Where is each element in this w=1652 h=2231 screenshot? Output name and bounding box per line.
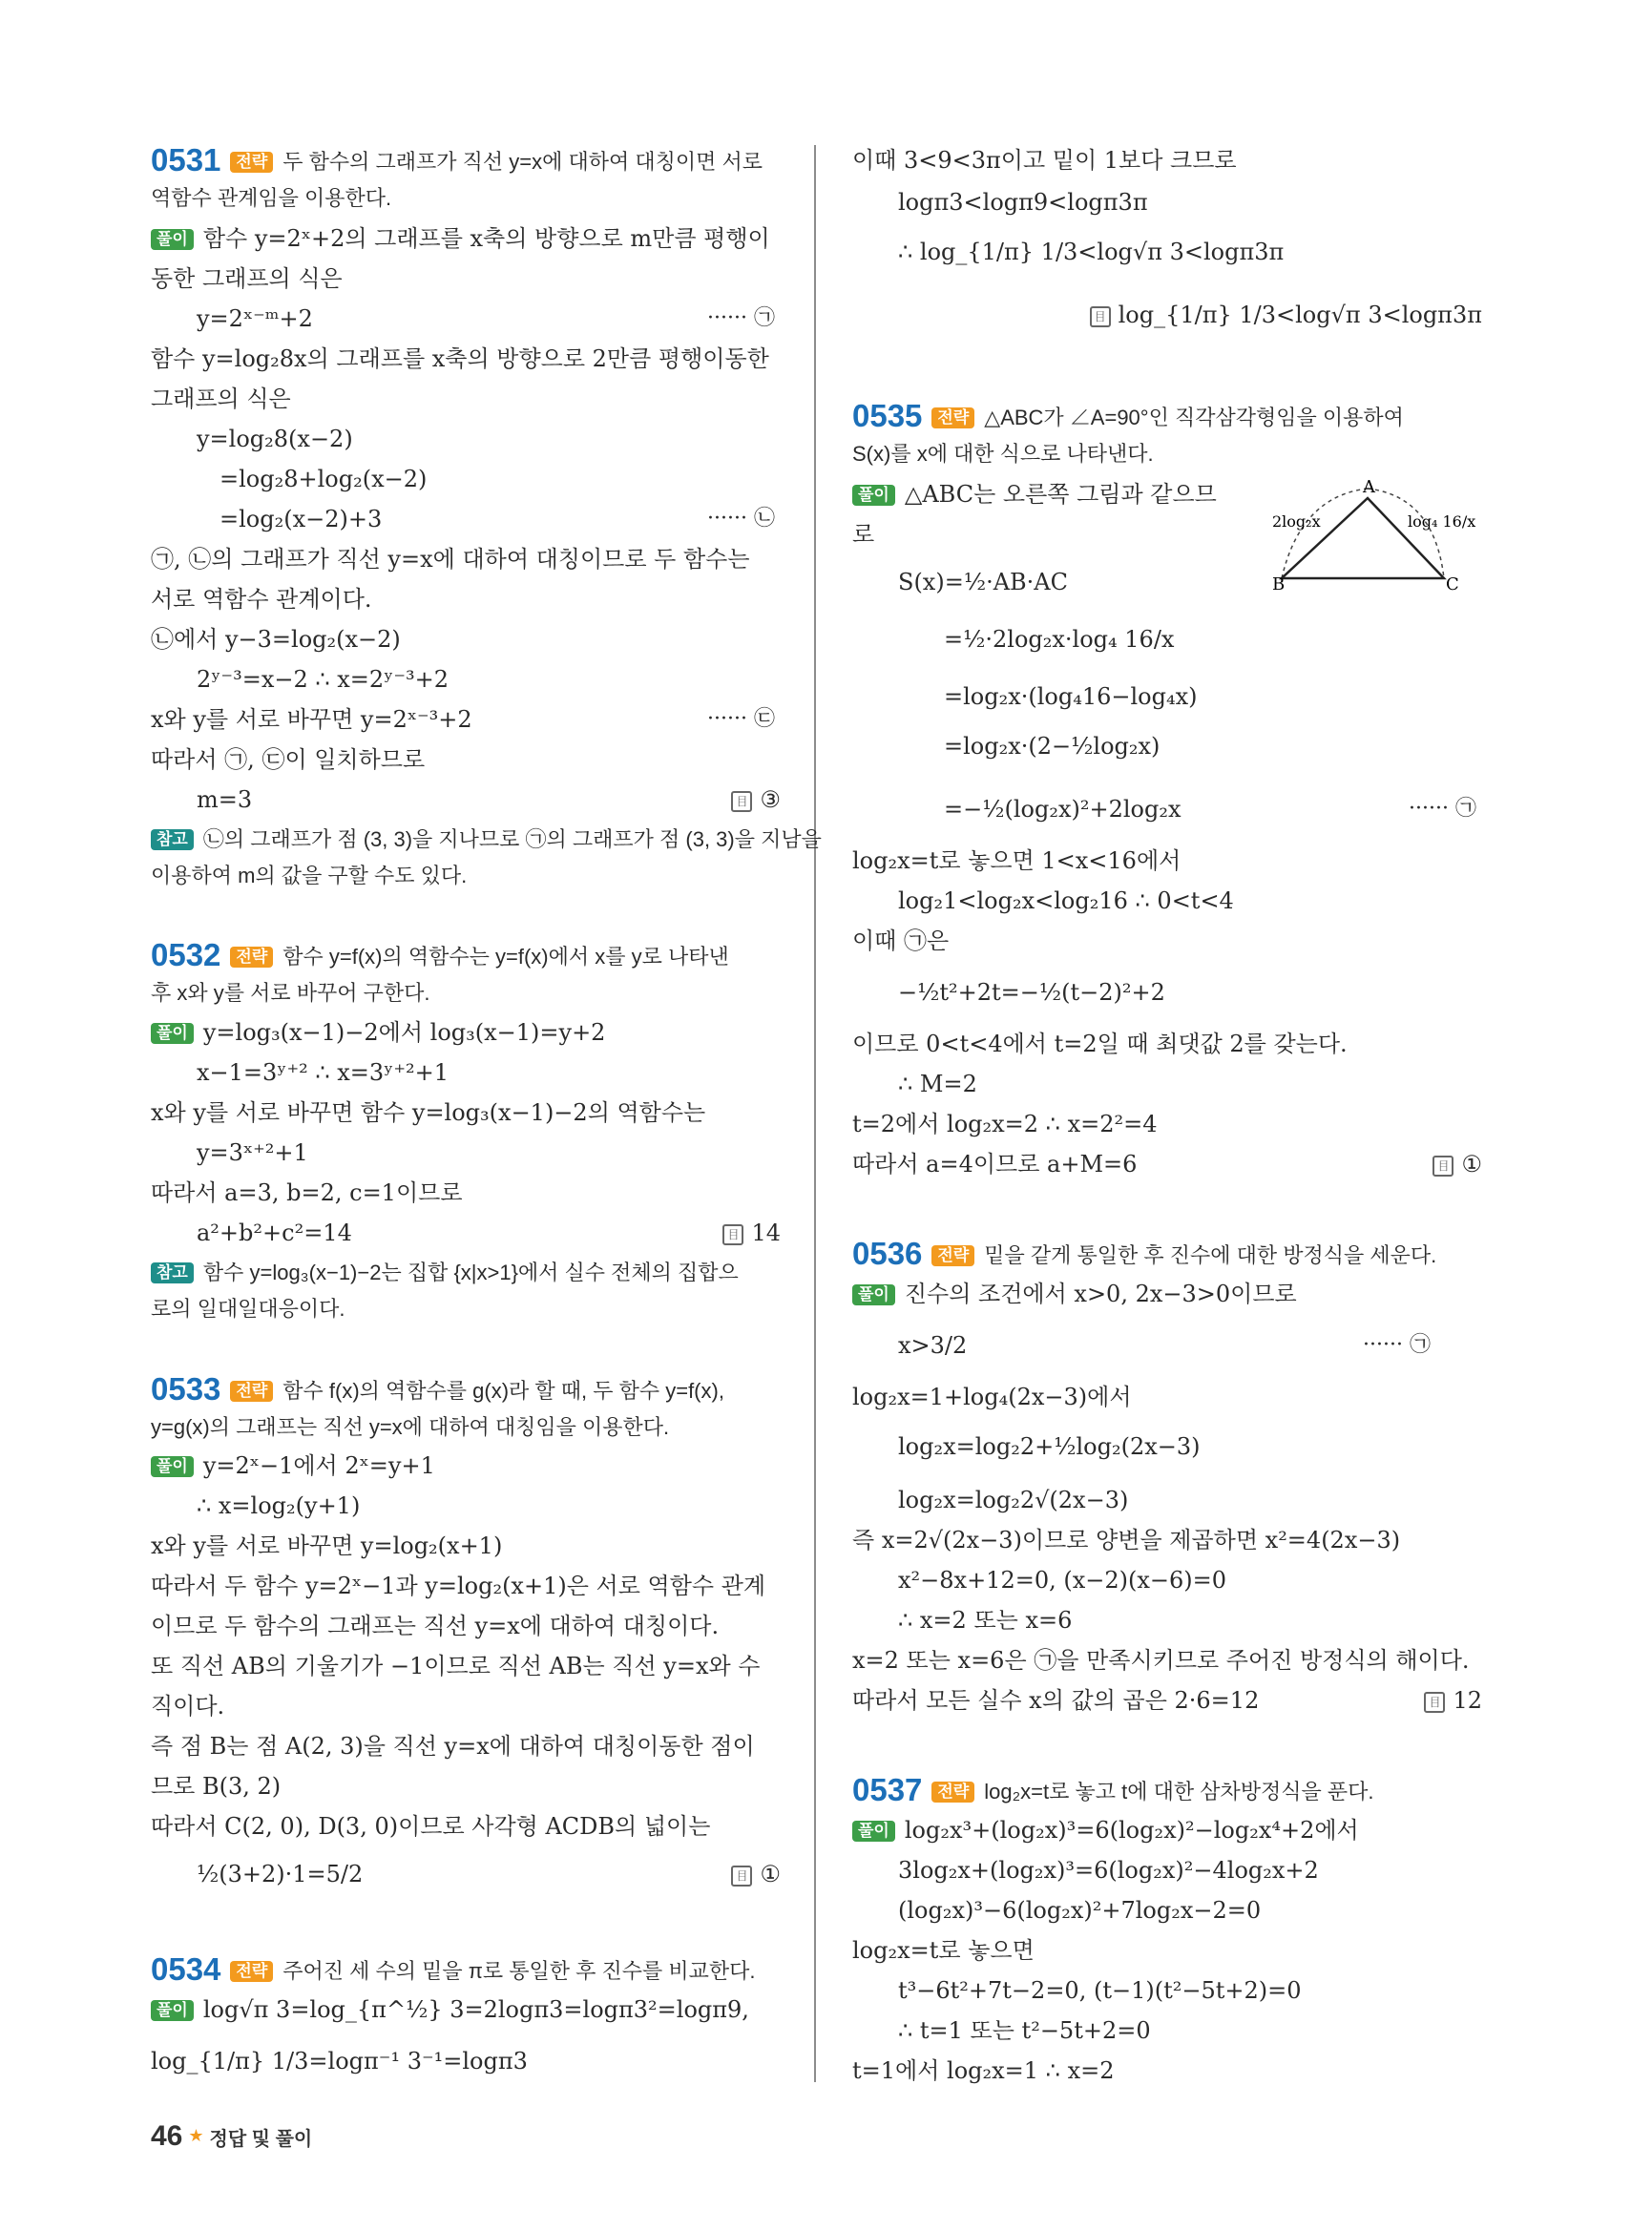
note-text: ㉡의 그래프가 점 (3, 3)을 지나므로 ㉠의 그래프가 점 (3, 3)을 지남을 xyxy=(202,827,822,851)
solution-text: △ABC는 오른쪽 그림과 같으므 xyxy=(904,481,1217,508)
solution-text: 함수 y=2ˣ+2의 그래프를 x축의 방향으로 m만큼 평행이 xyxy=(202,225,770,252)
solution-line xyxy=(852,1279,1297,1309)
solution-line: t=2에서 log₂x=2 ∴ x=2²=4 xyxy=(852,1111,1158,1137)
solution-text: log√π 3=log_{π^½} 3=2logπ3=logπ3²=logπ9, xyxy=(202,1996,749,2023)
problem-number: 0531 xyxy=(151,142,221,177)
answer xyxy=(731,784,781,815)
solution-line: 므로 B(3, 2) xyxy=(151,1773,282,1800)
solution-line: ㉠, ㉡의 그래프가 직선 y=x에 대하여 대칭이므로 두 함수는 xyxy=(151,546,750,573)
strategy-text: log₂x=t로 놓고 t에 대한 삼차방정식을 푼다. xyxy=(984,1780,1374,1804)
solution-line: 이때 3<9<3π이고 밑이 1보다 크므로 xyxy=(852,147,1237,174)
strategy-text: 밑을 같게 통일한 후 진수에 대한 방정식을 세운다. xyxy=(984,1243,1437,1267)
equation: log₂x=log₂2√(2x−3) xyxy=(898,1487,1129,1513)
solution-line: 따라서 C(2, 0), D(3, 0)이므로 사각형 ACDB의 넓이는 xyxy=(151,1813,711,1840)
solution-line xyxy=(852,1149,1482,1179)
equation: x−1=3ʸ⁺² ∴ x=3ʸ⁺²+1 xyxy=(197,1059,450,1086)
equation: 2ʸ⁻³=x−2 ∴ x=2ʸ⁻³+2 xyxy=(197,666,450,693)
side-ac-label: log₄ 16/x xyxy=(1408,512,1476,531)
solution-line xyxy=(151,1218,781,1248)
solution-text: y=2ˣ−1에서 2ˣ=y+1 xyxy=(202,1452,435,1479)
equation: t³−6t²+7t−2=0, (t−1)(t²−5t+2)=0 xyxy=(898,1977,1302,2004)
solution-line xyxy=(151,303,781,334)
strategy-text: △ABC가 ∠A=90°인 직각삼각형임을 이용하여 xyxy=(984,406,1404,429)
solution-line: 함수 y=log₂8x의 그래프를 x축의 방향으로 2만큼 평행이동한 xyxy=(151,345,769,372)
solution-line: log₂x=t로 놓으면 1<x<16에서 xyxy=(852,847,1181,874)
solution-line: 따라서 두 함수 y=2ˣ−1과 y=log₂(x+1)은 서로 역함수 관계 xyxy=(151,1573,766,1599)
equation: =log₂x·(log₄16−log₄x) xyxy=(944,683,1198,710)
solution-line: 로 xyxy=(852,521,875,548)
equation: log_{1/π} 1/3=logπ⁻¹ 3⁻¹=logπ3 xyxy=(151,2048,528,2075)
strategy-badge: 전략 xyxy=(931,1782,974,1803)
problem-0534-header xyxy=(151,1951,756,1987)
star-icon: ★ xyxy=(188,2126,204,2145)
page-number: 46 xyxy=(151,2120,183,2152)
strategy-text: 함수 y=f(x)의 역함수는 y=f(x)에서 x를 y로 나타낸 xyxy=(282,945,729,969)
equation: ½(3+2)·1=5/2 xyxy=(197,1861,364,1887)
problem-number: 0537 xyxy=(852,1772,923,1807)
problem-0536-header xyxy=(852,1236,1437,1271)
solution-line xyxy=(852,794,1482,824)
problem-number: 0535 xyxy=(852,398,923,433)
solution-line: x와 y를 서로 바꾸면 함수 y=log₃(x−1)−2의 역함수는 xyxy=(151,1099,706,1126)
answer-icon: 目 xyxy=(731,1866,752,1887)
answer xyxy=(1432,1149,1482,1179)
note-badge: 참고 xyxy=(151,829,194,850)
equation-tag: ······ ㉠ xyxy=(707,306,775,330)
equation-tag: ······ ㉠ xyxy=(1409,797,1476,821)
strategy-text: 주어진 세 수의 밑을 π로 통일한 후 진수를 비교한다. xyxy=(282,1959,756,1983)
solution-text: y=log₃(x−1)−2에서 log₃(x−1)=y+2 xyxy=(202,1019,606,1046)
solution-badge: 풀이 xyxy=(151,229,194,250)
side-ab-label: 2log₂x xyxy=(1272,512,1321,531)
answer-icon: 目 xyxy=(722,1224,743,1245)
solution-line: log₂x=t로 놓으면 xyxy=(852,1937,1035,1964)
answer xyxy=(1090,300,1482,330)
solution-line: log₂x=1+log₄(2x−3)에서 xyxy=(852,1384,1132,1410)
answer-value: log_{1/π} 1/3<log√π 3<logπ3π xyxy=(1118,302,1482,328)
solution-line: 따라서 ㉠, ㉢이 일치하므로 xyxy=(151,746,426,773)
note-text: 로의 일대일대응이다. xyxy=(151,1297,345,1321)
equation-tag: ······ ㉡ xyxy=(707,507,775,531)
strategy-text: 역함수 관계임을 이용한다. xyxy=(151,186,392,210)
equation: S(x)=½·AB·AC xyxy=(898,569,1068,595)
solution-line: 이므로 0<t<4에서 t=2일 때 최댓값 2를 갖는다. xyxy=(852,1031,1348,1057)
solution-line: ㉡에서 y−3=log₂(x−2) xyxy=(151,626,401,653)
solution-line: x와 y를 서로 바꾸면 y=log₂(x+1) xyxy=(151,1533,503,1559)
solution-line: 즉 x=2√(2x−3)이므로 양변을 제곱하면 x²=4(2x−3) xyxy=(852,1527,1401,1553)
strategy-text: y=g(x)의 그래프는 직선 y=x에 대하여 대칭임을 이용한다. xyxy=(151,1415,670,1439)
strategy-badge: 전략 xyxy=(931,1245,974,1266)
equation: =log₂8+log₂(x−2) xyxy=(220,466,428,492)
equation: x>3/2 xyxy=(898,1332,968,1359)
equation: 3log₂x+(log₂x)³=6(log₂x)²−4log₂x+2 xyxy=(898,1857,1319,1884)
solution-line: 즉 점 B는 점 A(2, 3)을 직선 y=x에 대하여 대칭이동한 점이 xyxy=(151,1733,755,1760)
strategy-text: 두 함수의 그래프가 직선 y=x에 대하여 대칭이면 서로 xyxy=(282,150,763,174)
equation: m=3 xyxy=(197,786,253,813)
equation: 따라서 a=4이므로 a+M=6 xyxy=(852,1151,1138,1178)
note-line xyxy=(151,824,822,855)
equation: ∴ x=2 또는 x=6 xyxy=(898,1607,1073,1634)
solution-badge: 풀이 xyxy=(852,1284,895,1305)
solution-line: 그래프의 식은 xyxy=(151,386,291,412)
note-text: 함수 y=log₃(x−1)−2는 집합 {x|x>1}에서 실수 전체의 집합으 xyxy=(202,1261,739,1284)
strategy-badge: 전략 xyxy=(230,1961,273,1982)
note-line xyxy=(151,1258,739,1288)
strategy-badge: 전략 xyxy=(931,407,974,428)
equation: x²−8x+12=0, (x−2)(x−6)=0 xyxy=(898,1567,1227,1594)
answer-value: ③ xyxy=(760,786,781,813)
vertex-c-label: C xyxy=(1446,574,1459,592)
equation: =log₂(x−2)+3 xyxy=(220,506,383,532)
solution-line xyxy=(151,1017,605,1048)
equation: =log₂x·(2−½log₂x) xyxy=(944,733,1161,760)
equation: log₂1<log₂x<log₂16 ∴ 0<t<4 xyxy=(898,887,1234,914)
note-text: 이용하여 m의 값을 구할 수도 있다. xyxy=(151,864,468,887)
equation: ∴ log_{1/π} 1/3<log√π 3<logπ3π xyxy=(898,239,1285,265)
equation: ∴ M=2 xyxy=(898,1071,977,1097)
note-badge: 참고 xyxy=(151,1262,194,1283)
page-footer xyxy=(151,2120,312,2153)
solution-badge: 풀이 xyxy=(852,1821,895,1842)
equation: y=2ˣ⁻ᵐ+2 xyxy=(197,305,313,332)
problem-0535-header xyxy=(852,398,1404,433)
solution-line: 서로 역함수 관계이다. xyxy=(151,586,372,613)
equation: y=log₂8(x−2) xyxy=(197,426,353,452)
solution-line xyxy=(852,479,1217,510)
answer xyxy=(1424,1685,1482,1716)
column-divider xyxy=(814,145,816,2082)
answer-icon: 目 xyxy=(1090,306,1111,327)
answer-value: ① xyxy=(1461,1151,1482,1178)
solution-line: 동한 그래프의 식은 xyxy=(151,265,343,292)
answer xyxy=(731,1859,781,1889)
equation-tag: ······ ㉠ xyxy=(1363,1333,1431,1357)
triangle-figure xyxy=(1272,477,1492,592)
solution-line xyxy=(151,1859,781,1889)
strategy-text: S(x)를 x에 대한 식으로 나타낸다. xyxy=(852,442,1154,466)
strategy-text: 함수 f(x)의 역함수를 g(x)라 할 때, 두 함수 y=f(x), xyxy=(282,1379,724,1403)
solution-line xyxy=(151,704,781,735)
answer-icon: 目 xyxy=(731,791,752,812)
solution-badge: 풀이 xyxy=(151,2000,194,2021)
problem-number: 0532 xyxy=(151,937,221,972)
problem-number: 0536 xyxy=(852,1236,923,1271)
solution-line: 이때 ㉠은 xyxy=(852,928,950,954)
answer-icon: 目 xyxy=(1424,1692,1445,1713)
equation: logπ3<logπ9<logπ3π xyxy=(898,189,1148,216)
strategy-text: 후 x와 y를 서로 바꾸어 구한다. xyxy=(151,981,430,1005)
problem-0531-header xyxy=(151,142,763,177)
strategy-badge: 전략 xyxy=(230,152,273,173)
answer-icon: 目 xyxy=(1432,1156,1453,1177)
solution-text: 진수의 조건에서 x>0, 2x−3>0이므로 xyxy=(904,1281,1297,1307)
equation: (log₂x)³−6(log₂x)²+7log₂x−2=0 xyxy=(898,1897,1262,1924)
answer-value: ① xyxy=(760,1861,781,1887)
solution-line: t=1에서 log₂x=1 ∴ x=2 xyxy=(852,2057,1115,2084)
solution-line xyxy=(151,1450,435,1481)
equation: ∴ x=log₂(y+1) xyxy=(197,1492,361,1519)
problem-0537-header xyxy=(852,1772,1374,1807)
solution-line xyxy=(852,1685,1482,1716)
problem-number: 0534 xyxy=(151,1951,221,1987)
equation: x와 y를 서로 바꾸면 y=2ˣ⁻³+2 xyxy=(151,706,472,733)
problem-number: 0533 xyxy=(151,1371,221,1407)
vertex-a-label: A xyxy=(1363,477,1375,497)
solution-text: log₂x³+(log₂x)³=6(log₂x)²−log₂x⁴+2에서 xyxy=(904,1817,1359,1844)
equation: =½·2log₂x·log₄ 16/x xyxy=(944,626,1175,653)
footer-label: 정답 및 풀이 xyxy=(209,2129,313,2150)
equation: −½t²+2t=−½(t−2)²+2 xyxy=(898,979,1165,1006)
solution-badge: 풀이 xyxy=(151,1023,194,1044)
solution-line xyxy=(852,1330,1436,1361)
solution-line xyxy=(151,223,770,254)
equation: ∴ t=1 또는 t²−5t+2=0 xyxy=(898,2017,1151,2044)
problem-0533-header xyxy=(151,1371,724,1407)
answer xyxy=(722,1218,781,1248)
solution-line: 이므로 두 함수의 그래프는 직선 y=x에 대하여 대칭이다. xyxy=(151,1613,720,1639)
solution-line: 따라서 a=3, b=2, c=1이므로 xyxy=(151,1179,463,1206)
solution-line xyxy=(151,504,781,534)
answer-value: 14 xyxy=(751,1220,781,1246)
solution-line: x=2 또는 x=6은 ㉠을 만족시키므로 주어진 방정식의 해이다. xyxy=(852,1647,1470,1674)
vertex-b-label: B xyxy=(1272,574,1286,592)
answer-value: 12 xyxy=(1453,1687,1482,1714)
problem-0532-header xyxy=(151,937,729,972)
solution-line xyxy=(151,784,781,815)
solution-line xyxy=(852,1815,1359,1845)
solution-line: 직이다. xyxy=(151,1693,225,1720)
equation: log₂x=log₂2+½log₂(2x−3) xyxy=(898,1433,1201,1460)
triangle-abc xyxy=(1282,498,1444,578)
equation: y=3ˣ⁺²+1 xyxy=(197,1139,308,1166)
equation: 따라서 모든 실수 x의 값의 곱은 2·6=12 xyxy=(852,1687,1260,1714)
solution-line: 또 직선 AB의 기울기가 −1이므로 직선 AB는 직선 y=x와 수 xyxy=(151,1653,761,1679)
strategy-badge: 전략 xyxy=(230,1381,273,1402)
equation-tag: ······ ㉢ xyxy=(707,707,775,731)
solution-badge: 풀이 xyxy=(852,485,895,506)
solution-badge: 풀이 xyxy=(151,1456,194,1477)
strategy-badge: 전략 xyxy=(230,947,273,968)
equation: a²+b²+c²=14 xyxy=(197,1220,352,1246)
equation: =−½(log₂x)²+2log₂x xyxy=(944,796,1181,823)
solution-line xyxy=(151,1994,749,2025)
